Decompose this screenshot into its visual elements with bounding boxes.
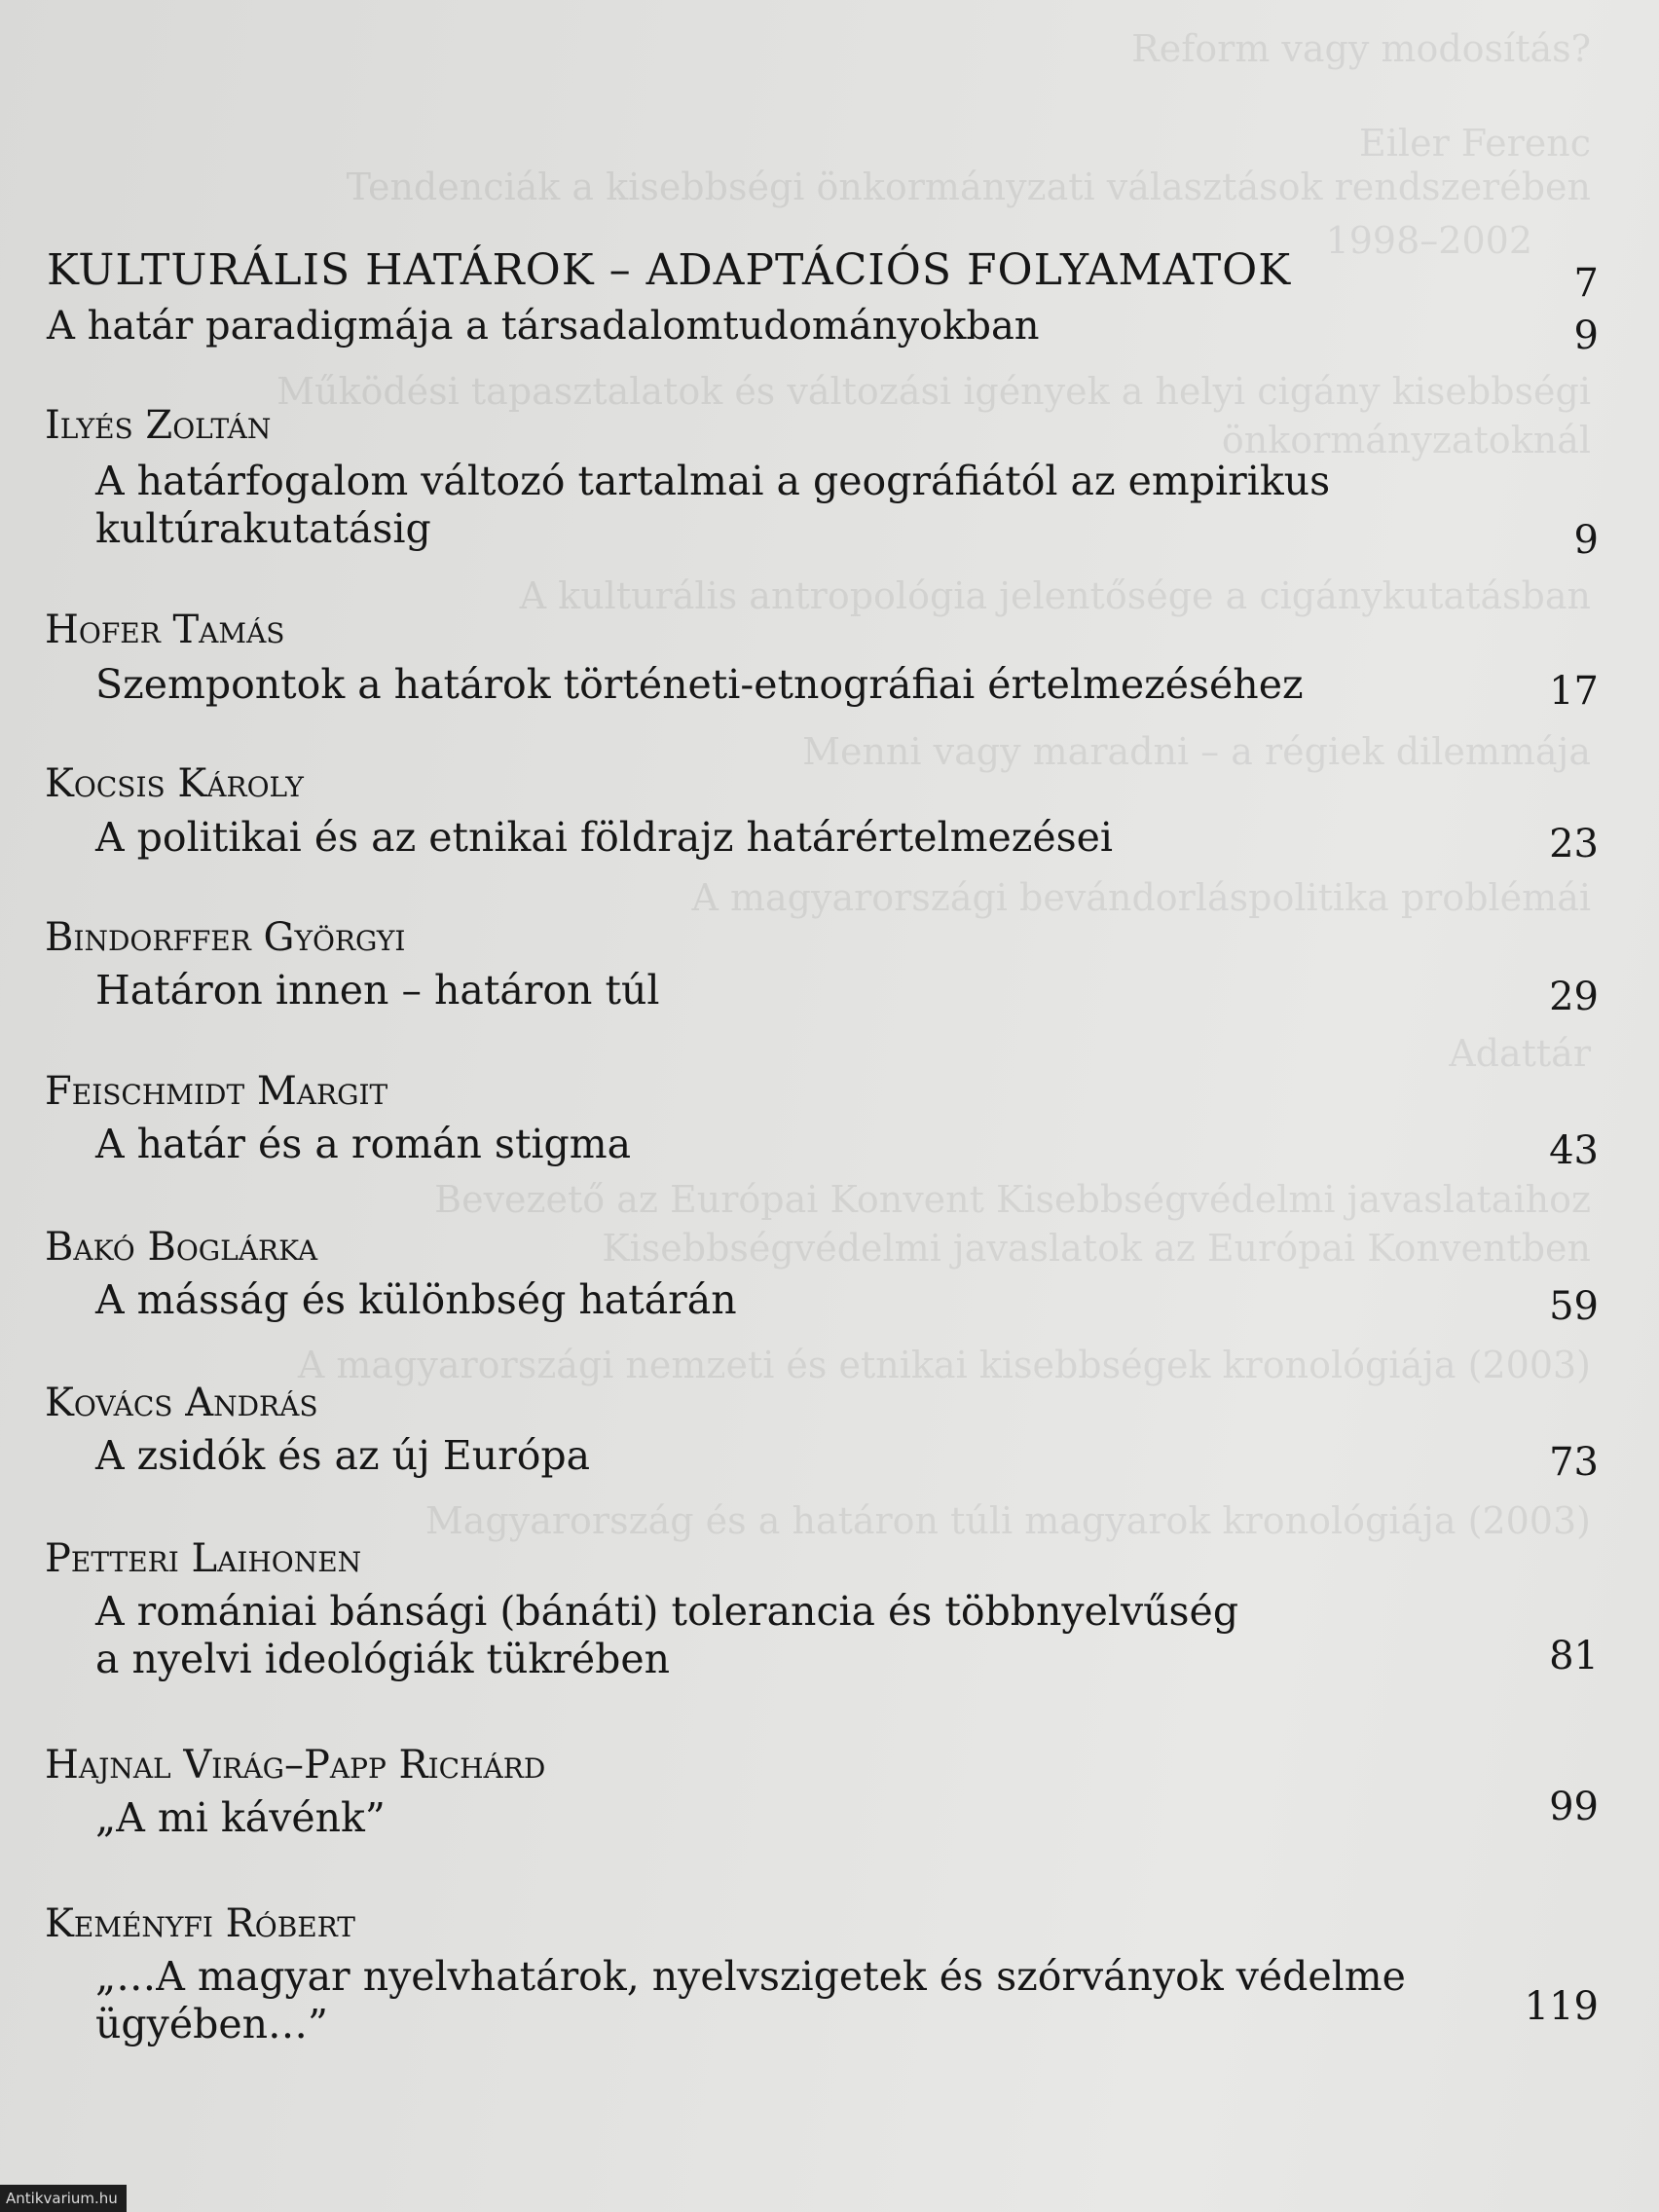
entry-page-number: 99 <box>1549 1785 1599 1829</box>
entry-author: Kovács András <box>45 1381 318 1425</box>
entry-title-line: A politikai és az etnikai földrajz határértelmezései <box>95 814 1114 861</box>
entry-author: Kocsis Károly <box>45 761 304 806</box>
section-title: KULTURÁLIS HATÁROK – ADAPTÁCIÓS FOLYAMATOK <box>47 245 1292 295</box>
entry-title-line: A másság és különbség határán <box>95 1276 737 1323</box>
section-page-number: 7 <box>1573 261 1599 306</box>
entry-author: Keményfi Róbert <box>45 1901 355 1946</box>
entry-page-number: 29 <box>1549 975 1599 1019</box>
entry-title-line: ügyében…” <box>95 2001 328 2047</box>
entry-page-number: 81 <box>1549 1634 1599 1678</box>
entry-title-line: A romániai bánsági (bánáti) tolerancia és többnyelvűség <box>95 1588 1239 1635</box>
entry-author: Bakó Boglárka <box>45 1225 318 1270</box>
entry-title-line: Szempontok a határok történeti-etnográfiai értelmezéséhez <box>95 661 1304 708</box>
section-subtitle: A határ paradigmája a társadalomtudományokban <box>47 304 1040 349</box>
entry-author: Hofer Tamás <box>45 608 285 652</box>
entry-author: Ilyés Zoltán <box>45 403 272 448</box>
entry-title-line: A zsidók és az új Európa <box>95 1432 591 1479</box>
entry-page-number: 17 <box>1549 669 1599 714</box>
entry-page-number: 119 <box>1524 1984 1599 2029</box>
entry-title-line: A határfogalom változó tartalmai a geográfiától az empirikus <box>95 458 1331 504</box>
entry-title-line: „…A magyar nyelvhatárok, nyelvszigetek és szórványok védelme <box>95 1953 1406 2000</box>
show-through-text: Reform vagy modosítás? Eiler Ferenc Tendenciák a kisebbségi önkormányzati választások rendszerében 1998–2002 Működési tapasztalatok és változási igények a helyi cigány kisebbségi önkormányzatoknál A kulturális antropológia jelentősége a cigánykutatásban Menni vagy maradni – a régiek dilemmája A magyarországi bevándorláspolitika problémái Adattár Bevezető az Európai Konvent Kisebbségvédelmi javaslataihoz Kisebbségvédelmi javaslatok az Európai Konventben A magyarországi nemzeti és etnikai kisebbségek kronológiája (2003) Magyarország és a határon túli magyarok kronológiája (2003) <box>276 27 1591 1542</box>
entry-author: Bindorffer Györgyi <box>45 915 406 960</box>
entry-author: Hajnal Virág–Papp Richárd <box>45 1743 546 1788</box>
entry-title-line: kultúrakutatásig <box>95 505 431 552</box>
entry-page-number: 43 <box>1549 1128 1599 1173</box>
entry-author: Petteri Laihonen <box>45 1536 362 1581</box>
entry-title-line: Határon innen – határon túl <box>95 967 660 1014</box>
entry-page-number: 23 <box>1549 822 1599 866</box>
entry-page-number: 9 <box>1573 518 1599 563</box>
entry-author: Feischmidt Margit <box>45 1069 388 1114</box>
entry-title-line: a nyelvi ideológiák tükrében <box>95 1636 671 1682</box>
entry-title-line: „A mi kávénk” <box>95 1794 386 1841</box>
section-subtitle-page-number: 9 <box>1573 313 1599 358</box>
entry-page-number: 59 <box>1549 1284 1599 1329</box>
entry-page-number: 73 <box>1549 1440 1599 1485</box>
entry-title-line: A határ és a román stigma <box>95 1121 632 1167</box>
watermark: Antikvarium.hu <box>0 2185 127 2212</box>
